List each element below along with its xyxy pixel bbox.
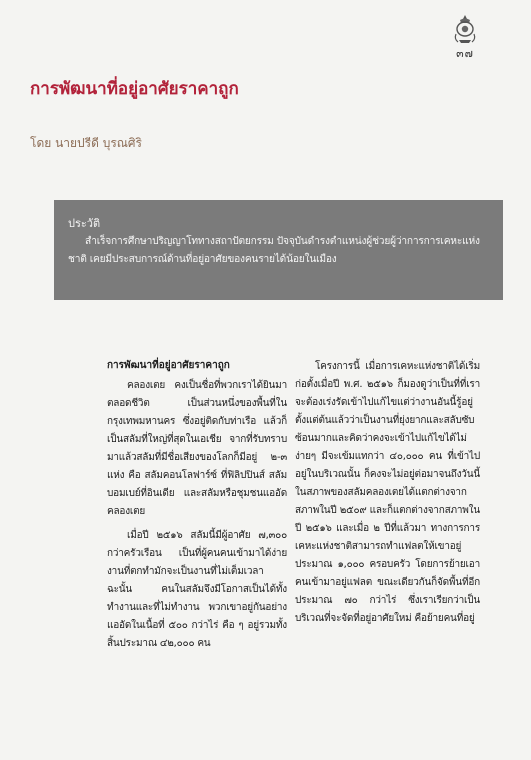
emblem-icon — [451, 14, 479, 44]
author-bio-box — [54, 200, 503, 300]
article-title: การพัฒนาที่อยู่อาศัยราคาถูก — [30, 79, 239, 99]
body-paragraph: โครงการนี้ เมื่อการเคหะแห่งชาติได้เริ่มก่อตั้งเมื่อปี พ.ศ. ๒๕๑๖ ก็มองดูว่าเป็นที่ที่เราจะต้องเร่งรัดเข้าไปแก้ไขแต่ว่างานอันนี้รู้อยู่ตั้งแต่ต้นแล้วว่าเป็นงานที่ยุ่งยากและสลับซับซ้อนมากและคิดว่าคงจะเข้าไปแก้ไขได้ไม่ง่ายๆ มีจะเข้มแทกว่า ๔๐,๐๐๐ คน ที่เข้าไปอยู่ในบริเวณนั้น ก็คงจะไม่อยู่ต่อมาจนถึงวันนี้ ในสภาพของสลัมคลองเตยได้แตกต่างจากสภาพในปี ๒๕๐๙ และก็แตกต่างจากสภาพในปี ๒๕๑๖ และเมื่อ ๒ ปีที่แล้วมา ทางการการเคหะแห่งชาติสามารถทำแฟลตให้เขาอยู่ประมาณ ๑,๐๐๐ ครอบครัว โดยการย้ายเอาคนเข้ามาอยู่แฟลต ขณะเดียวกันก็จัดพื้นที่อีกประมาณ ๗๐ กว่าไร่ ซึ่งเราเรียกว่าเป็นบริเวณที่จะจัดที่อยู่อาศัยใหม่ คือย้ายคนที่อยู่ — [295, 361, 480, 624]
page-number: ๓๗ — [456, 47, 474, 60]
bio-heading: ประวัติ — [68, 217, 101, 230]
bio-text: สำเร็จการศึกษาปริญญาโททางสถาปัตยกรรม ปัจจุบันดำรงตำแหน่งผู้ช่วยผู้ว่าการการเคหะแห่งชาติ เคยมีประสบการณ์ด้านที่อยู่อาศัยของคนรายได้น้อยในเมือง — [68, 236, 480, 265]
body-paragraph: คลองเตย คงเป็นชื่อที่พวกเราได้ยินมาตลอดชีวิต เป็นส่วนหนึ่งของพื้นที่ในกรุงเทพมหานคร ซึ่งอยู่ติดกับท่าเรือ แล้วก็เป็นสลัมที่ใหญ่ที่สุดในเอเชีย จากที่รับทราบมาแล้วสลัมที่มีชื่อเสียงของโลกก็มีอยู่ ๒-๓ แห่ง คือ สลัมคอนโลฟาร์ซ์ ที่ฟิลิปปินส์ สลัมบอมเบย์ที่อินเดีย และสลัมหรือชุมชนแออัดคลองเตย — [107, 380, 287, 517]
body-column-left — [107, 358, 287, 659]
body-column-right — [295, 358, 480, 634]
body-paragraph: เมื่อปี ๒๕๑๖ สลัมนี้มีผู้อาศัย ๗,๓๐๐ กว่าครัวเรือน เป็นที่ผู้คนคนเข้ามาได้ง่าย งานที่ตกทำมักจะเป็นงานที่ไม่เต็มเวลา ฉะนั้น คนในสลัมจึงมีโอกาสเป็นได้ทั้งทำงานและที่ไม่ทำงาน พวกเขาอยู่กันอย่างแออัดในเนื้อที่ ๕๐๐ กว่าไร่ คือ ๆ อยู่รวมทั้งสิ้นประมาณ ๔๒,๐๐๐ คน — [107, 530, 287, 649]
article-author: โดย นายปรีดี บุรณศิริ — [30, 136, 142, 150]
section-heading: การพัฒนาที่อยู่อาศัยราคาถูก — [107, 360, 230, 371]
